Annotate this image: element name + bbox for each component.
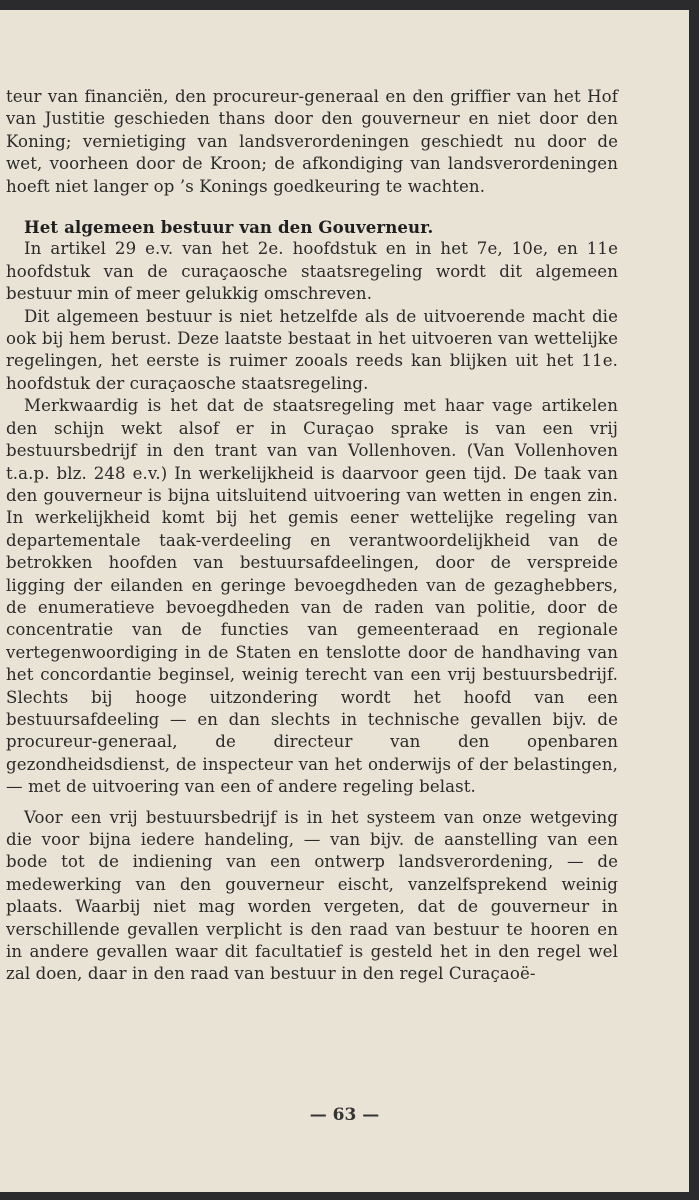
section-heading: Het algemeen bestuur van den Gouverneur. (24, 217, 434, 238)
paragraph-intro: teur van financiën, den procureur-generaal en den griffier van het Hof van Justitie geschieden thans door den gouverneur en niet door den Koning; vernietiging van landsverordeningen geschiedt nu door de wet, voorheen door de Kroon; de afkondiging van landsverordeningen hoeft niet langer op ’s Konings goedkeuring te wachten. (6, 87, 618, 196)
paragraph-2: Dit algemeen bestuur is niet hetzelfde als de uitvoerende macht die ook bij hem berust. Deze laatste bestaat in het uitvoeren van wettelijke regelingen, het eerste is ruimer zooals reeds kan blijken uit het 11e. hoofdstuk der curaçaosche staatsregeling. (6, 306, 618, 393)
body-text (6, 86, 618, 986)
book-page (0, 10, 689, 1192)
paragraph-1: In artikel 29 e.v. van het 2e. hoofdstuk en in het 7e, 10e, en 11e hoofdstuk van de curaçaosche staatsregeling wordt dit algemeen bestuur min of meer gelukkig omschreven. (6, 239, 618, 304)
page-number: — 63 — (309, 1105, 380, 1125)
paragraph-4: Voor een vrij bestuursbedrijf is in het systeem van onze wetgeving die voor bijna iedere handeling, — van bijv. de aanstelling van een bode tot de indiening van een ontwerp landsverordening, — de medewerking van den gouverneur eischt, vanzelfsprekend weinig plaats. Waarbij niet mag worden vergeten, dat de gouverneur in verschillende gevallen verplicht is den raad van bestuur te hooren en in andere gevallen waar dit facultatief is gesteld het in den regel wel zal doen, daar in den raad van bestuur in den regel Curaçaoë- (6, 807, 618, 984)
paragraph-3: Merkwaardig is het dat de staatsregeling met haar vage artikelen den schijn wekt alsof er in Curaçao sprake is van een vrij bestuursbedrijf in den trant van van Vollenhoven. (Van Vollenhoven t.a.p. blz. 248 e.v.) In werkelijkheid is daarvoor geen tijd. De taak van den gouverneur is bijna uitsluitend uitvoering van wetten in engen zin. In werkelijkheid komt bij het gemis eener wettelijke regeling van departementale taak-verdeeling en verantwoordelijkheid van de betrokken hoofden van bestuursafdeelingen, door de verspreide ligging der eilanden en geringe bevoegdheden van de gezaghebbers, de enumeratieve bevoegdheden van de raden van politie, door de concentratie van de functies van gemeenteraad en regionale vertegenwoordiging in de Staten en tenslotte door de handhaving van het concordantie beginsel, weinig terecht van een vrij bestuursbedrijf. Slechts bij hooge uitzondering wordt het hoofd van een bestuursafdeeling — en dan slechts in technische gevallen bijv. de procureur-generaal, de directeur van den openbaren gezondheidsdienst, de inspecteur van het onderwijs of der belastingen, — met de uitvoering van een of andere regeling belast. (6, 396, 618, 797)
